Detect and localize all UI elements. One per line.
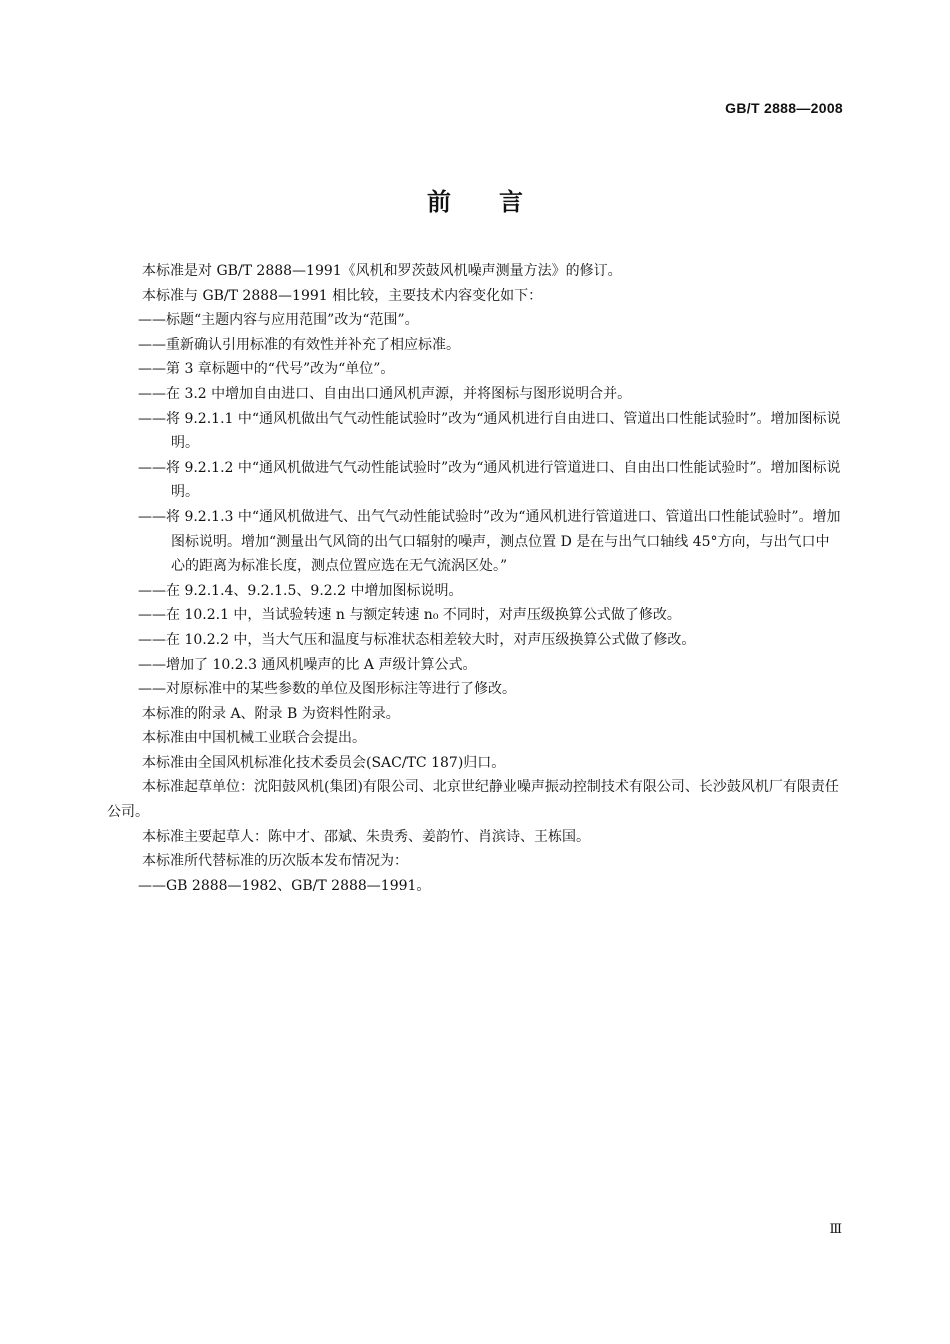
change-item: ——增加了 10.2.3 通风机噪声的比 A 声级计算公式。 bbox=[138, 656, 477, 673]
paragraph: 本标准是对 GB/T 2888—1991《风机和罗茨鼓风机噪声测量方法》的修订。 bbox=[142, 263, 622, 279]
change-item: ——对原标准中的某些参数的单位及图形标注等进行了修改。 bbox=[138, 681, 516, 698]
change-item: ——GB 2888—1982、GB/T 2888—1991。 bbox=[138, 877, 431, 894]
change-item: ——在 10.2.2 中，当大气压和温度与标准状态相差较大时，对声压级换算公式做了修改。 bbox=[138, 631, 696, 648]
change-item: ——在 10.2.1 中，当试验转速 n 与额定转速 n₀ 不同时，对声压级换算公式做了修改。 bbox=[138, 607, 681, 624]
page-number: Ⅲ bbox=[829, 1222, 842, 1237]
change-item: ——在 3.2 中增加自由进口、自由出口通风机声源，并将图标与图形说明合并。 bbox=[138, 385, 632, 402]
change-item: ——在 9.2.1.4、9.2.1.5、9.2.2 中增加图标说明。 bbox=[138, 582, 463, 599]
change-item: ——第 3 章标题中的“代号”改为“单位”。 bbox=[138, 361, 395, 378]
change-item: ——标题“主题内容与应用范围”改为“范围”。 bbox=[138, 312, 419, 329]
change-item: ——将 9.2.1.1 中“通风机做出气气动性能试验时”改为“通风机进行自由进口、管道出口性能试验时”。增加图标说明。 bbox=[138, 410, 841, 452]
paragraph: 本标准所代替标准的历次版本发布情况为： bbox=[142, 853, 408, 870]
paragraph: 本标准主要起草人：陈中才、邵斌、朱贵秀、姜韵竹、肖滨诗、王栋国。 bbox=[142, 828, 590, 845]
paragraph: 本标准与 GB/T 2888—1991 相比较，主要技术内容变化如下： bbox=[142, 287, 543, 304]
change-item: ——将 9.2.1.3 中“通风机做进气、出气气动性能试验时”改为“通风机进行管道进口、管道出口性能试验时”。增加图标说明。增加“测量出气风筒的出气口辐射的噪声，测点位置 D 是在与出气口轴线 45°方向，与出气口中心的距离为标准长度，测点位置应选在无气流涡区处。” bbox=[138, 508, 841, 575]
standard-code: GB/T 2888—2008 bbox=[725, 100, 843, 116]
page-title: 前言 bbox=[427, 188, 571, 216]
paragraph: 本标准由中国机械工业联合会提出。 bbox=[142, 730, 366, 747]
paragraph: 本标准起草单位：沈阳鼓风机(集团)有限公司、北京世纪静业噪声振动控制技术有限公司、长沙鼓风机厂有限责任公司。 bbox=[107, 779, 839, 821]
foreword-body bbox=[107, 259, 843, 898]
paragraph: 本标准的附录 A、附录 B 为资料性附录。 bbox=[142, 705, 400, 722]
change-item: ——将 9.2.1.2 中“通风机做进气气动性能试验时”改为“通风机进行管道进口、自由出口性能试验时”。增加图标说明。 bbox=[138, 459, 841, 501]
paragraph: 本标准由全国风机标准化技术委员会(SAC/TC 187)归口。 bbox=[142, 754, 506, 771]
change-item: ——重新确认引用标准的有效性并补充了相应标准。 bbox=[138, 336, 460, 353]
